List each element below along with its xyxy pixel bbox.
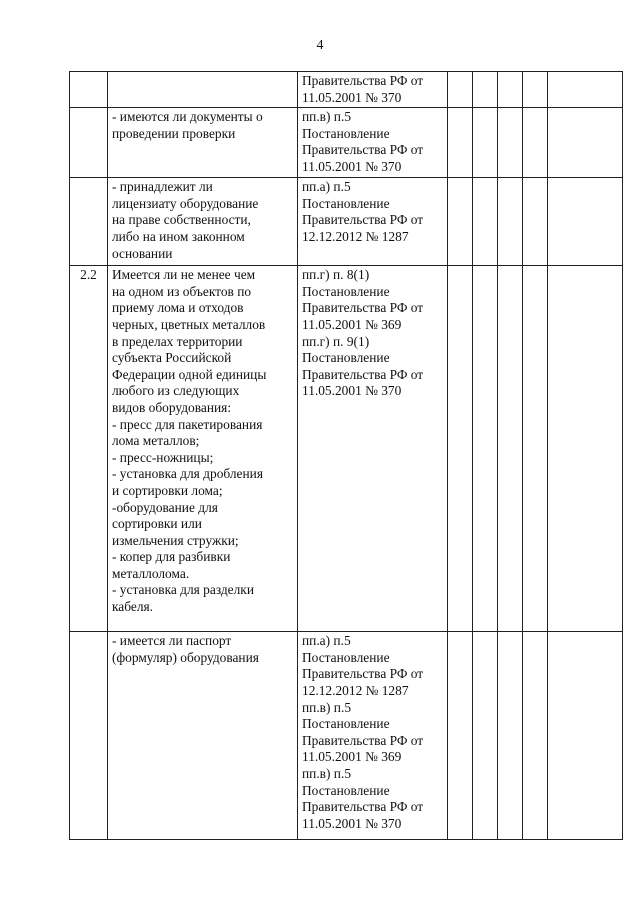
answer-cell: [448, 108, 473, 178]
answer-cell: [523, 266, 548, 632]
reference-line: пп.г) п. 8(1): [302, 267, 370, 283]
question-line: лома металлов;: [112, 433, 200, 449]
question-line: Федерации одной единицы: [112, 366, 267, 382]
item-number-cell: [70, 108, 108, 178]
question-cell: [108, 72, 298, 108]
answer-cell: [548, 178, 623, 266]
reference-line: Постановление: [302, 782, 390, 798]
question-line: кабеля.: [112, 599, 154, 615]
question-line: основании: [112, 245, 173, 261]
reference-line: Правительства РФ от: [302, 212, 424, 228]
answer-cell: [448, 632, 473, 840]
item-number-cell: 2.2: [70, 266, 108, 632]
answer-cell: [523, 178, 548, 266]
answer-cell: [448, 178, 473, 266]
reference-line: Правительства РФ от: [302, 300, 424, 316]
reference-line: пп.г) п. 9(1): [302, 333, 370, 349]
question-line: измельчения стружки;: [112, 532, 239, 548]
question-cell: [108, 632, 298, 840]
question-line: в пределах территории: [112, 333, 243, 349]
question-cell: [108, 178, 298, 266]
question-line: на одном из объектов по: [112, 283, 252, 299]
question-line: металлолома.: [112, 565, 190, 581]
reference-line: пп.а) п.5: [302, 633, 351, 649]
answer-cell: [548, 266, 623, 632]
answer-cell: [473, 178, 498, 266]
question-line: на праве собственности,: [112, 212, 251, 228]
reference-line: Постановление: [302, 195, 390, 211]
question-line: - имеются ли документы о: [112, 109, 263, 125]
reference-line: Правительства РФ от: [302, 799, 424, 815]
page-number: 4: [316, 38, 324, 53]
question-line: сортировки или: [112, 516, 202, 532]
legal-reference-cell: [298, 266, 448, 632]
answer-cell: [548, 72, 623, 108]
item-number-cell: [70, 72, 108, 108]
question-cell: [108, 266, 298, 632]
reference-line: 11.05.2001 № 370: [302, 89, 402, 105]
question-line: - установка для дробления: [112, 466, 263, 482]
reference-line: пп.в) п.5: [302, 765, 352, 781]
question-line: либо на ином законном: [112, 228, 245, 244]
reference-line: 11.05.2001 № 370: [302, 158, 402, 174]
answer-cell: [523, 72, 548, 108]
question-line: - установка для разделки: [112, 582, 254, 598]
reference-line: пп.в) п.5: [302, 699, 352, 715]
legal-reference-cell: [298, 178, 448, 266]
question-line: - пресс для пакетирования: [112, 416, 263, 432]
answer-cell: [548, 632, 623, 840]
legal-reference-cell: [298, 72, 448, 108]
question-line: черных, цветных металлов: [112, 316, 266, 332]
question-line: - копер для разбивки: [112, 549, 231, 565]
answer-cell: [498, 108, 523, 178]
table-row: [70, 632, 623, 840]
reference-line: Правительства РФ от: [302, 142, 424, 158]
reference-line: пп.а) п.5: [302, 179, 351, 195]
table-row: [70, 178, 623, 266]
reference-line: Постановление: [302, 649, 390, 665]
reference-line: 11.05.2001 № 370: [302, 383, 402, 399]
question-line: проведении проверки: [112, 125, 236, 141]
reference-line: 12.12.2012 № 1287: [302, 682, 409, 698]
question-line: субъекта Российской: [112, 350, 232, 366]
reference-line: Правительства РФ от: [302, 666, 424, 682]
answer-cell: [473, 72, 498, 108]
question-line: (формуляр) оборудования: [112, 649, 259, 665]
reference-line: Постановление: [302, 716, 390, 732]
answer-cell: [473, 266, 498, 632]
reference-line: Правительства РФ от: [302, 73, 424, 88]
answer-cell: [523, 108, 548, 178]
answer-cell: [473, 108, 498, 178]
answer-cell: [523, 632, 548, 840]
checklist-table: [69, 71, 623, 840]
table-row: [70, 266, 623, 632]
answer-cell: [498, 632, 523, 840]
question-line: - пресс-ножницы;: [112, 449, 214, 465]
question-line: приему лома и отходов: [112, 300, 244, 316]
table-row: [70, 72, 623, 108]
reference-line: Постановление: [302, 125, 390, 141]
reference-line: Постановление: [302, 283, 390, 299]
table-row: [70, 108, 623, 178]
answer-cell: [498, 178, 523, 266]
answer-cell: [498, 266, 523, 632]
reference-line: Правительства РФ от: [302, 366, 424, 382]
question-line: любого из следующих: [112, 383, 240, 399]
answer-cell: [498, 72, 523, 108]
answer-cell: [448, 72, 473, 108]
answer-cell: [473, 632, 498, 840]
legal-reference-cell: [298, 632, 448, 840]
reference-line: Постановление: [302, 350, 390, 366]
answer-cell: [448, 266, 473, 632]
question-line: и сортировки лома;: [112, 482, 223, 498]
question-cell: [108, 108, 298, 178]
question-line: Имеется ли не менее чем: [112, 267, 256, 283]
question-line: -оборудование для: [112, 499, 218, 515]
reference-line: 11.05.2001 № 369: [302, 316, 402, 332]
question-line: видов оборудования:: [112, 399, 232, 415]
reference-line: пп.в) п.5: [302, 109, 352, 125]
answer-cell: [548, 108, 623, 178]
reference-line: 11.05.2001 № 369: [302, 749, 402, 765]
question-line: - принадлежит ли: [112, 179, 213, 195]
item-number-cell: [70, 178, 108, 266]
reference-line: 12.12.2012 № 1287: [302, 228, 409, 244]
question-line: - имеется ли паспорт: [112, 633, 232, 649]
reference-line: Правительства РФ от: [302, 732, 424, 748]
reference-line: 11.05.2001 № 370: [302, 815, 402, 831]
item-number-cell: [70, 632, 108, 840]
legal-reference-cell: [298, 108, 448, 178]
question-line: лицензиату оборудование: [112, 195, 259, 211]
